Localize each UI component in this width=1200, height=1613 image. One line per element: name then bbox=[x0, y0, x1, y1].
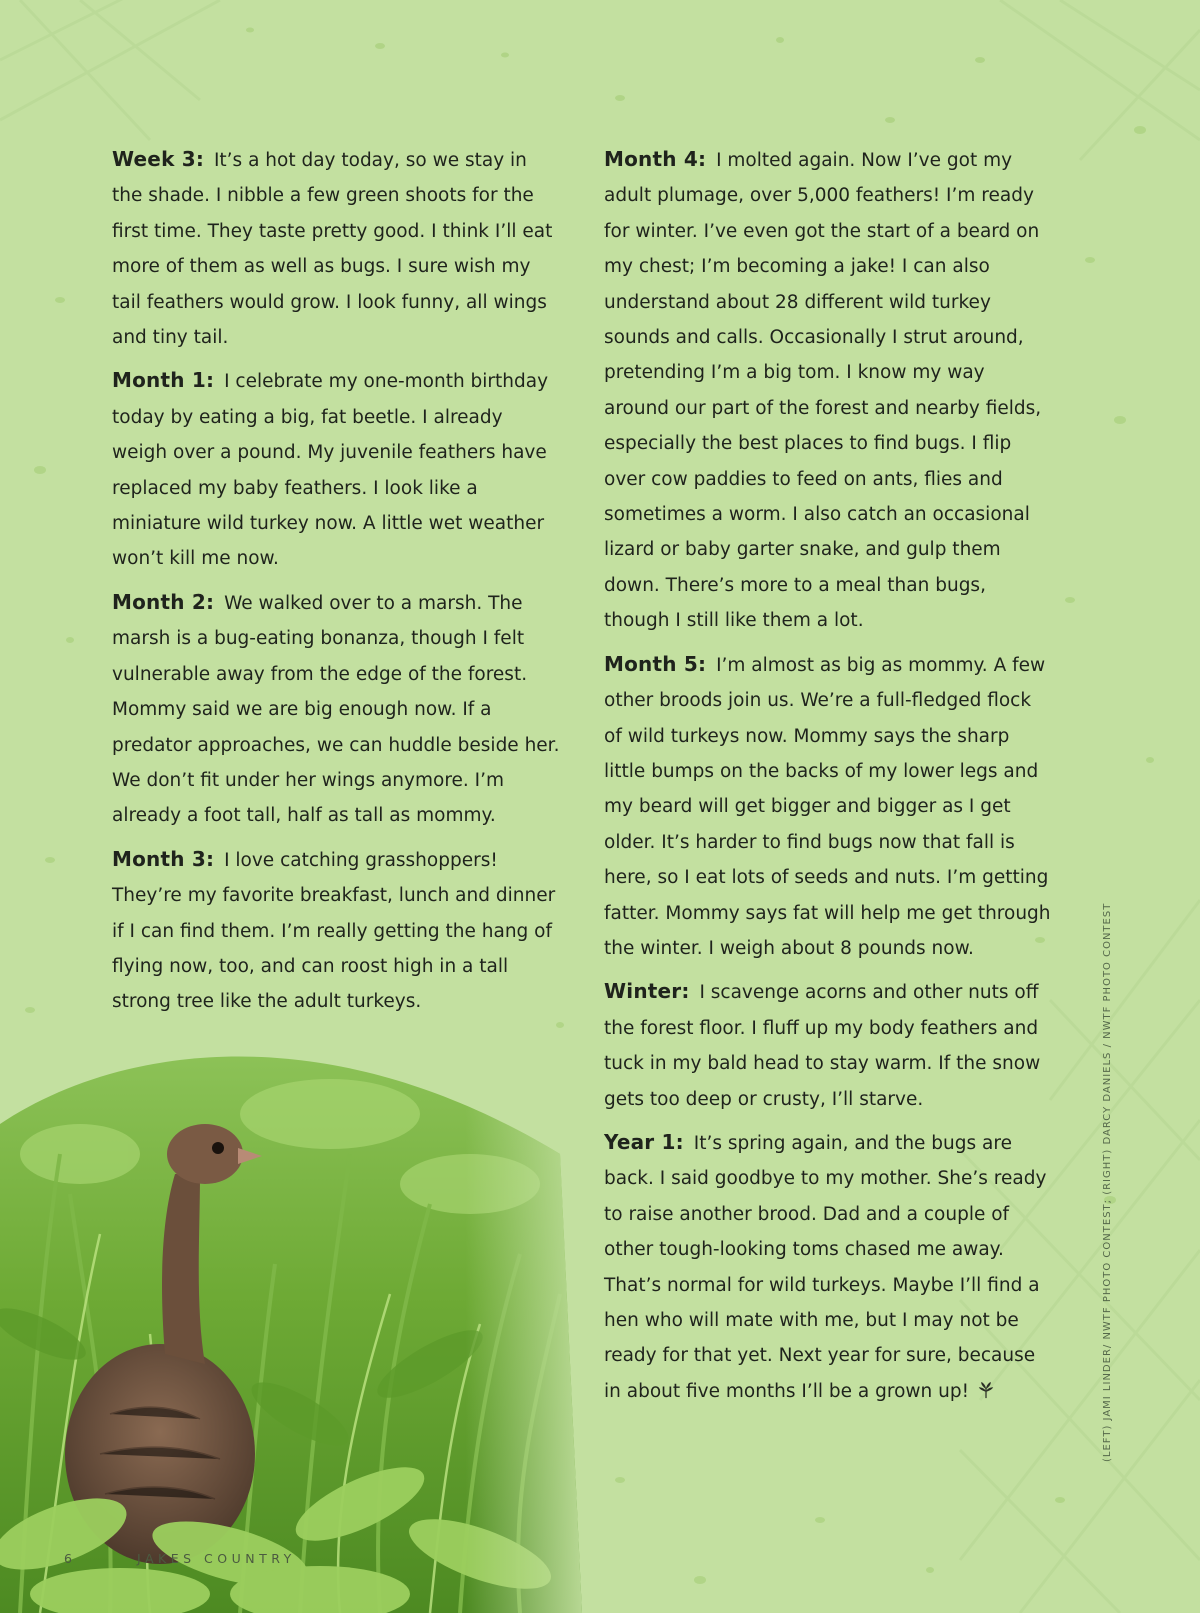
journal-entry-week-3 bbox=[112, 142, 560, 355]
left-text-column bbox=[112, 142, 560, 1028]
page-footer bbox=[0, 1551, 600, 1571]
magazine-name: JAKES COUNTRY bbox=[137, 1551, 296, 1566]
page-number: 6 bbox=[64, 1551, 72, 1566]
entry-label: Month 1: bbox=[112, 368, 215, 393]
entry-label: Month 4: bbox=[604, 147, 707, 171]
entry-label: Week 3: bbox=[112, 147, 205, 171]
entry-text: It’s a hot day today, so we stay in the shade. I nibble a few green shoots for the first time. They taste pretty good. I think I’ll eat more of them as well as bugs. I sure wish my tail feathers would grow. I look funny, all wings and tiny tail. bbox=[112, 150, 553, 349]
entry-text: We walked over to a marsh. The marsh is a bug-eating bonanza, though I felt vulnerable away from the edge of the forest. Mommy said we are big enough now. If a predator approaches, we can huddle beside her. We don’t fit under her wings anymore. I’m already a foot tall, half as tall as mommy. bbox=[112, 592, 560, 827]
journal-entry-month-2 bbox=[112, 585, 560, 834]
journal-entry-year-1 bbox=[604, 1125, 1054, 1409]
entry-text: I love catching grasshoppers! They’re my favorite breakfast, lunch and dinner if I can find them. I’m really getting the hang of flying now, too, and can roost high in a tall strong tree like the adult turkeys. bbox=[112, 849, 556, 1013]
journal-entry-winter bbox=[604, 974, 1054, 1117]
journal-entry-month-3 bbox=[112, 842, 560, 1020]
entry-label: Month 3: bbox=[112, 846, 215, 871]
journal-entry-month-5 bbox=[604, 647, 1054, 967]
entry-text: I molted again. Now I’ve got my adult plumage, over 5,000 feathers! I’m ready for winter. I’ve even got the start of a beard on my chest; I’m becoming a jake! I can also understand about 28 different wild turkey sounds and calls. Occasionally I strut around, pretending I’m a big tom. I know my way around our part of the forest and nearby fields, especially the best places to find bugs. I flip over cow paddies to feed on ants, flies and sometimes a worm. I also catch an occasional lizard or baby garter snake, and gulp them down. There’s more to a meal than bugs, though I still like them a lot. bbox=[604, 150, 1042, 632]
entry-text: I scavenge acorns and other nuts off the forest floor. I fluff up my body feathers and tuck in my bald head to stay warm. If the snow gets too deep or crusty, I’ll starve. bbox=[604, 982, 1041, 1110]
photo-credit: (LEFT) JAMI LINDER/ NWTF PHOTO CONTEST; (RIGHT) DARCY DANIELS / NWTF PHOTO CONTEST bbox=[1102, 902, 1113, 1462]
entry-label: Month 2: bbox=[112, 589, 215, 614]
turkey-feather-icon bbox=[977, 1381, 995, 1399]
journal-entry-month-1 bbox=[112, 363, 560, 576]
young-turkey-in-grass-photo bbox=[0, 1034, 582, 1613]
entry-text: I’m almost as big as mommy. A few other broods join us. We’re a full-fledged flock of wild turkeys now. Mommy says the sharp little bumps on the backs of my lower legs and my beard will get bigger and bigger as I get older. It’s harder to find bugs now that fall is here, so I eat lots of seeds and nuts. I’m getting fatter. Mommy says fat will help me get through the winter. I weigh about 8 pounds now. bbox=[604, 654, 1051, 959]
entry-label: Month 5: bbox=[604, 651, 707, 676]
entry-text: I celebrate my one-month birthday today by eating a big, fat beetle. I already weigh over a pound. My juvenile feathers have replaced my baby feathers. I look like a miniature wild turkey now. A little wet weather won’t kill me now. bbox=[112, 371, 549, 570]
journal-entry-month-4 bbox=[604, 142, 1054, 639]
entry-text: It’s spring again, and the bugs are back. I said goodbye to my mother. She’s ready to raise another brood. Dad and a couple of other tough-looking toms chased me away. That’s normal for wild turkeys. Maybe I’ll find a hen who will mate with me, but I may not be ready for that yet. Next year for sure, because in about five months I’ll be a grown up! bbox=[604, 1132, 1047, 1402]
entry-label: Year 1: bbox=[604, 1129, 684, 1154]
entry-label: Winter: bbox=[604, 979, 690, 1004]
right-text-column bbox=[604, 142, 1054, 1417]
